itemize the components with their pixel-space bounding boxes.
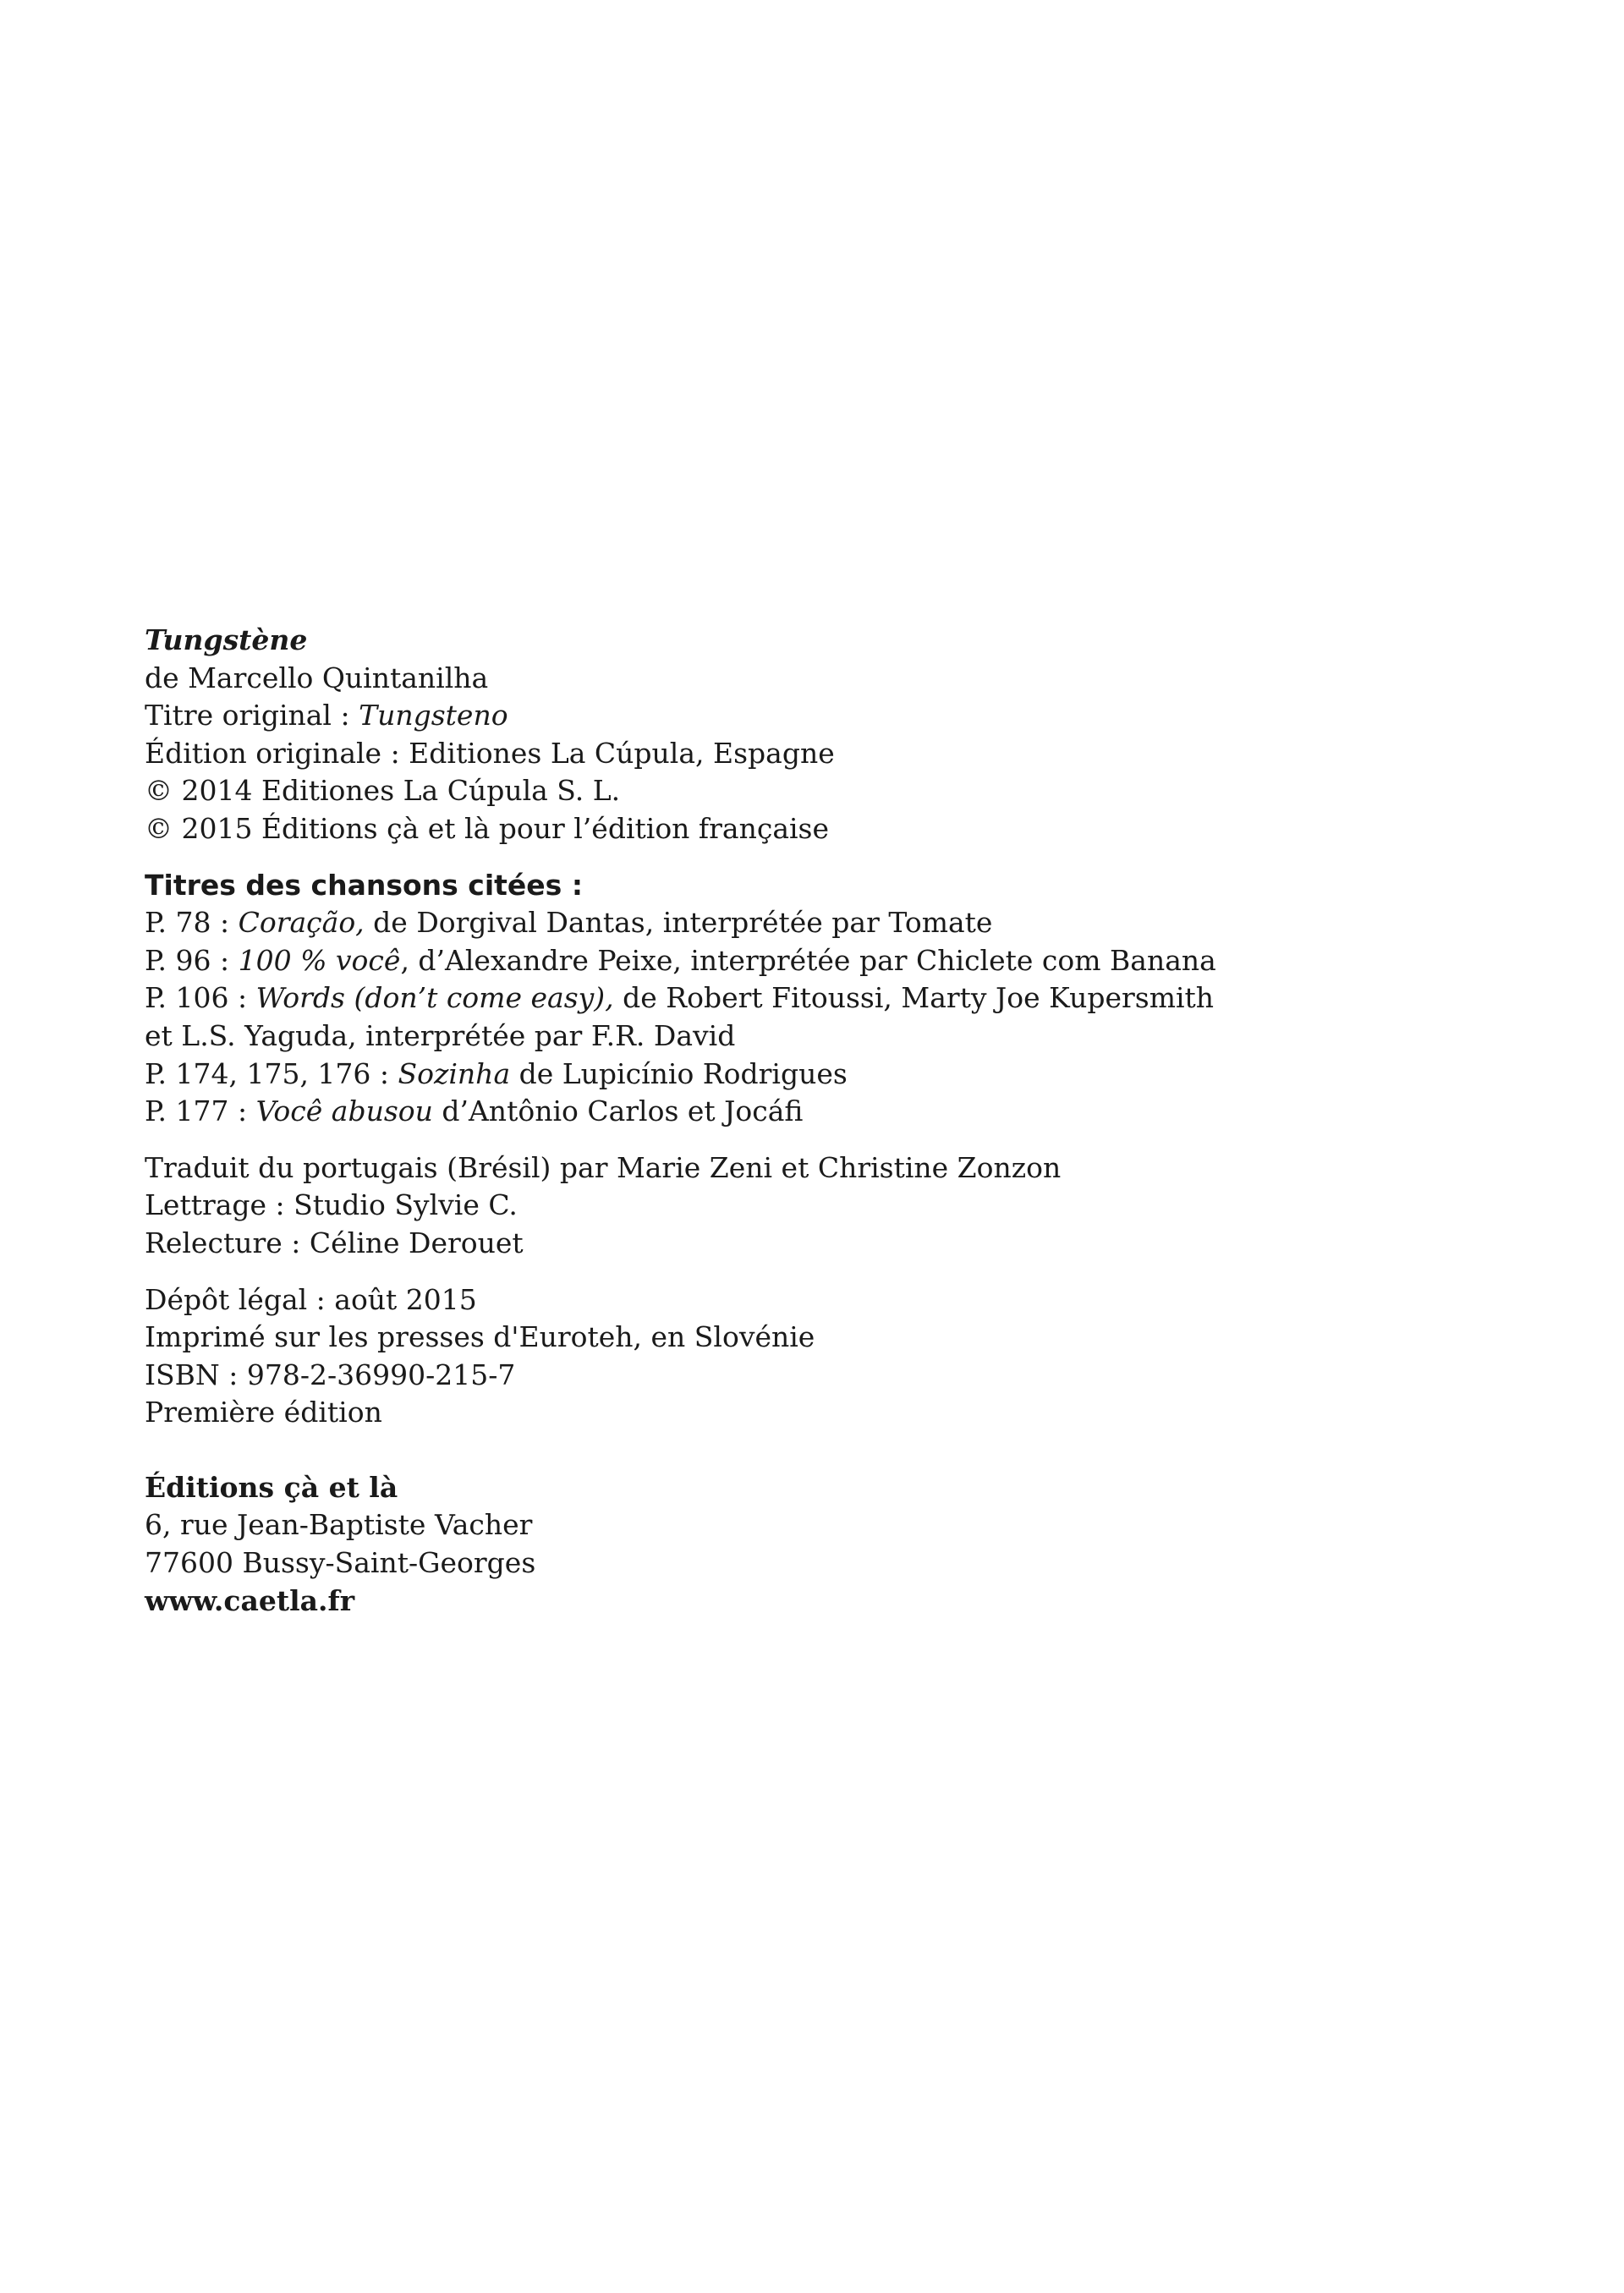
- song-credits: de Dorgival Dantas, interprétée par Tomate: [364, 906, 993, 940]
- song-title: Coração,: [238, 906, 365, 940]
- song-page: P. 106 :: [145, 981, 256, 1015]
- song-page: P. 174, 175, 176 :: [145, 1056, 398, 1090]
- spacer: [145, 1263, 1413, 1281]
- legal-deposit: Dépôt légal : août 2015: [145, 1282, 477, 1316]
- publisher-website-link[interactable]: www.caetla.fr: [145, 1583, 355, 1617]
- spacer: [145, 848, 1413, 867]
- proofreading-credit: Relecture : Céline Derouet: [145, 1226, 524, 1259]
- original-title-line: [145, 697, 1413, 735]
- author-line: de Marcello Quintanilha: [145, 661, 489, 694]
- song-line: [145, 942, 1413, 980]
- song-page: P. 96 :: [145, 943, 239, 977]
- song-credits: d’Antônio Carlos et Jocáfi: [432, 1094, 804, 1128]
- song-line: [145, 979, 1413, 1018]
- publisher-name: Éditions çà et là: [145, 1470, 398, 1504]
- translation-credit: Traduit du portugais (Brésil) par Marie Zeni et Christine Zonzon: [145, 1150, 1062, 1184]
- publisher-city: 77600 Bussy-Saint-Georges: [145, 1546, 536, 1580]
- song-page: P. 177 :: [145, 1094, 256, 1128]
- spacer: [145, 1131, 1413, 1149]
- song-title: Words (don’t come easy),: [255, 981, 614, 1015]
- original-title: Tungsteno: [359, 699, 508, 732]
- songs-heading: Titres des chansons citées :: [145, 868, 584, 902]
- song-credits: de Robert Fitoussi, Marty Joe Kupersmith: [613, 981, 1215, 1015]
- song-credits: , d’Alexandre Peixe, interprétée par Chiclete com Banana: [400, 943, 1216, 977]
- copyright-original: © 2014 Editiones La Cúpula S. L.: [145, 774, 621, 808]
- edition-number: Première édition: [145, 1396, 382, 1429]
- original-edition: Édition originale : Editiones La Cúpula, Espagne: [145, 736, 835, 770]
- spacer: [145, 1432, 1413, 1469]
- song-page: P. 78 :: [145, 906, 239, 940]
- song-credits: de Lupicínio Rodrigues: [510, 1056, 848, 1090]
- copyright-french: © 2015 Éditions çà et là pour l’édition française: [145, 811, 830, 845]
- printing-info: Imprimé sur les presses d'Euroteh, en Slovénie: [145, 1320, 815, 1354]
- song-line-continued: [145, 1018, 1413, 1056]
- song-line: [145, 904, 1413, 942]
- publisher-street: 6, rue Jean-Baptiste Vacher: [145, 1508, 533, 1542]
- isbn: ISBN : 978-2-36990-215-7: [145, 1358, 516, 1391]
- song-title: Sozinha: [398, 1056, 511, 1090]
- song-title: Você abusou: [255, 1094, 433, 1128]
- lettering-credit: Lettrage : Studio Sylvie C.: [145, 1188, 518, 1222]
- song-line: [145, 1056, 1413, 1094]
- colophon: [145, 622, 1413, 1620]
- book-title: Tungstène: [145, 623, 308, 656]
- song-line: [145, 1093, 1413, 1131]
- song-credits: et L.S. Yaguda, interprétée par F.R. David: [145, 1018, 736, 1052]
- song-title: 100 % você: [238, 943, 401, 977]
- original-title-label: Titre original :: [145, 699, 359, 732]
